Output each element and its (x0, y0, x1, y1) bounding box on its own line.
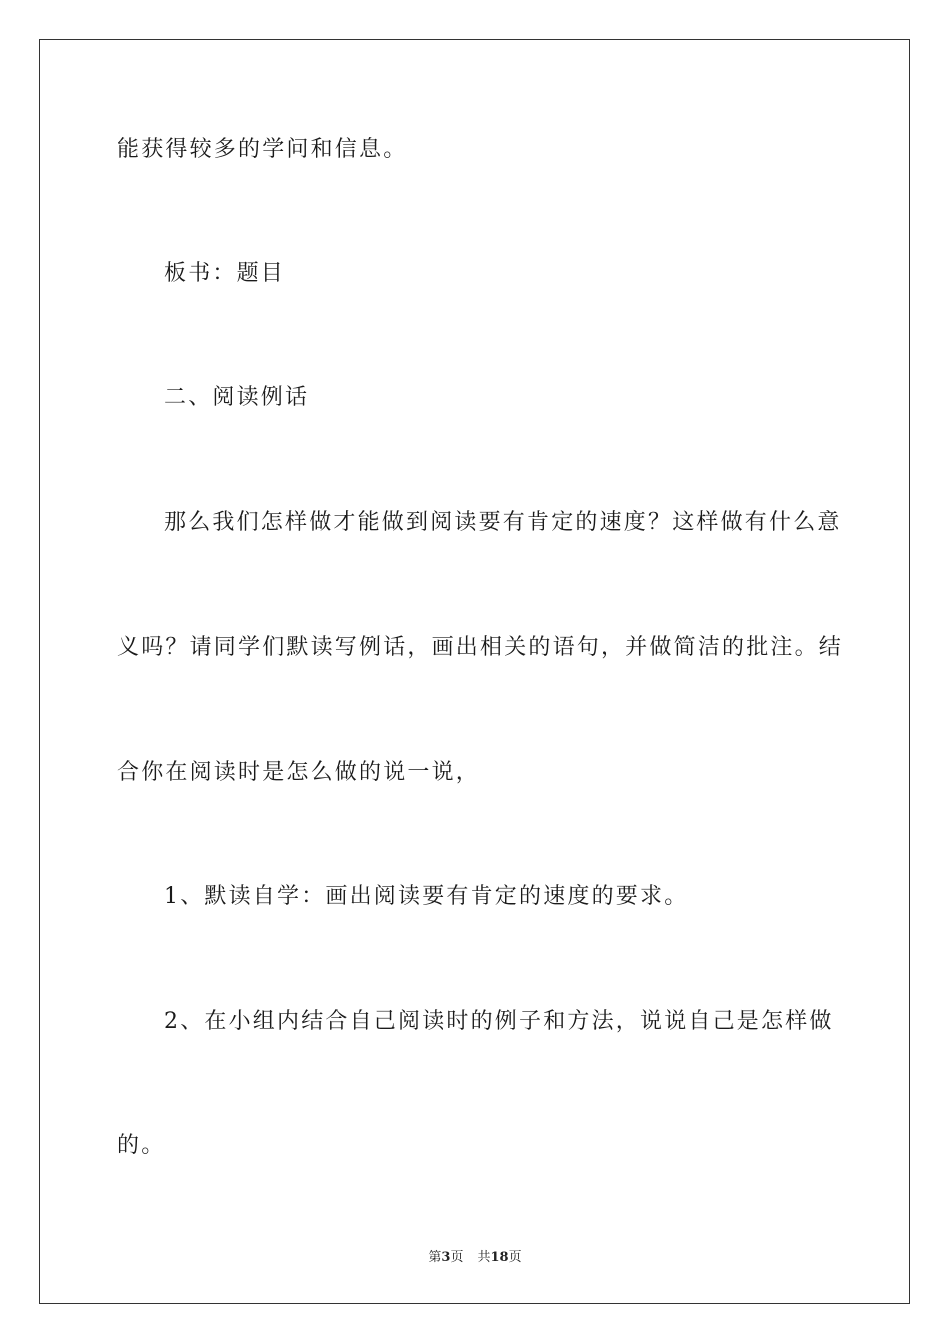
text-line-4: 那么我们怎样做才能做到阅读要有肯定的速度？这样做有什么意 (164, 510, 842, 535)
footer-page-number: 3 (441, 1250, 451, 1265)
text-line-7: 1、默读自学：画出阅读要有肯定的速度的要求。 (164, 884, 689, 909)
text-line-9: 的。 (117, 1133, 166, 1158)
text-line-2: 板书：题目 (164, 261, 286, 286)
text-line-5: 义吗？请同学们默读写例话，画出相关的语句，并做简洁的批注。结 (117, 635, 844, 660)
section-heading: 二、阅读例话 (164, 385, 310, 410)
page-footer (0, 1246, 950, 1265)
footer-total-pages: 18 (490, 1250, 509, 1265)
text-line-8: 2、在小组内结合自己阅读时的例子和方法，说说自己是怎样做 (164, 1009, 834, 1034)
footer-page-prefix: 第 (428, 1250, 442, 1265)
footer-page-suffix: 页 (450, 1250, 464, 1265)
text-line-6: 合你在阅读时是怎么做的说一说， (117, 760, 481, 785)
page-border (39, 39, 910, 1304)
text-line-1: 能获得较多的学问和信息。 (117, 137, 408, 162)
footer-total-suffix: 页 (508, 1250, 522, 1265)
footer-total-prefix: 共 (477, 1250, 491, 1265)
